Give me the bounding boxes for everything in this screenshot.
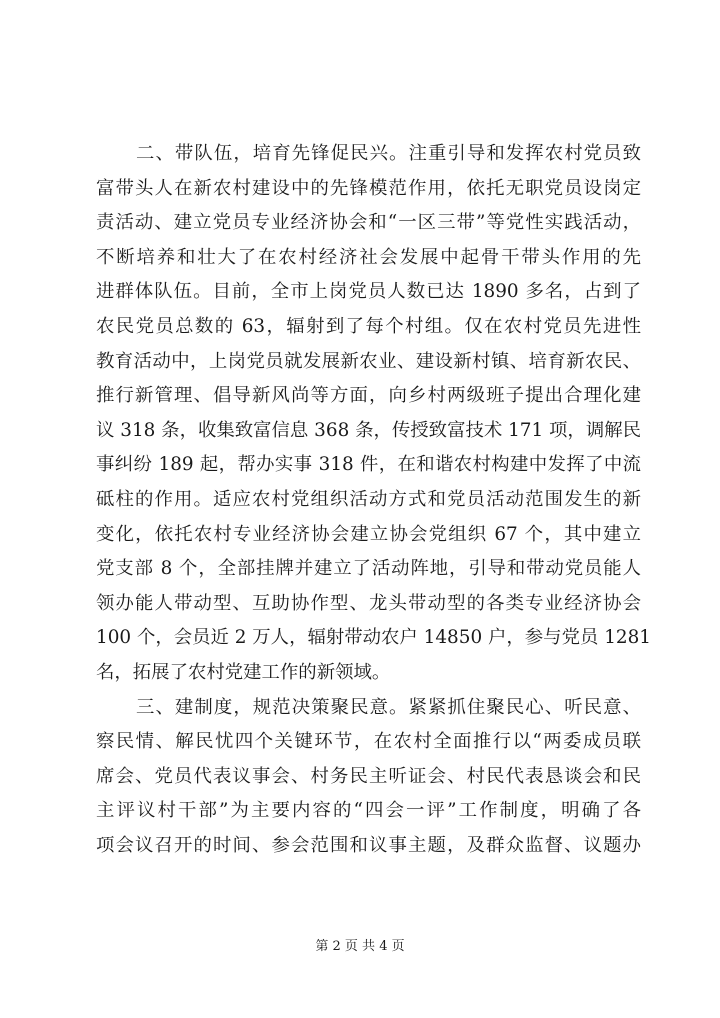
text-line: 砥柱的作用。适应农村党组织活动方式和党员活动范围发生的新 [96, 488, 641, 510]
text-line: 席会、党员代表议事会、村务民主听证会、村民代表恳谈会和民 [96, 765, 641, 787]
text-line: 项会议召开的时间、参会范围和议事主题，及群众监督、议题办 [96, 834, 641, 856]
text-line: 察民情、解民忧四个关键环节，在农村全面推行以“两委成员联 [96, 731, 641, 753]
text-line: 100 个，会员近 2 万人，辐射带动农户 14850 户，参与党员 1281 [96, 627, 651, 649]
text-line: 教育活动中，上岗党员就发展新农业、建设新村镇、培育新农民、 [96, 350, 641, 372]
text-line: 党支部 8 个，全部挂牌并建立了活动阵地，引导和带动党员能人 [96, 558, 641, 580]
page-number-footer: 第 2 页 共 4 页 [315, 939, 405, 954]
text-line: 变化，依托农村专业经济协会建立协会党组织 67 个，其中建立 [96, 523, 641, 545]
paragraph-system-building [96, 691, 641, 864]
paragraph-team-building [96, 137, 651, 691]
text-line: 议 318 条，收集致富信息 368 条，传授致富技术 171 项，调解民 [96, 419, 641, 441]
text-line: 三、建制度，规范决策聚民意。紧紧抓住聚民心、听民意、 [136, 696, 641, 718]
text-line: 责活动、建立党员专业经济协会和“一区三带”等党性实践活动， [96, 212, 641, 234]
text-line: 推行新管理、倡导新风尚等方面，向乡村两级班子提出合理化建 [96, 385, 641, 407]
text-line: 不断培养和壮大了在农村经济社会发展中起骨干带头作用的先 [96, 246, 641, 268]
text-line: 农民党员总数的 63，辐射到了每个村组。仅在农村党员先进性 [96, 315, 641, 337]
text-line: 主评议村干部”为主要内容的“四会一评”工作制度，明确了各 [96, 800, 641, 822]
document-body [96, 137, 651, 863]
text-line: 富带头人在新农村建设中的先锋模范作用，依托无职党员设岗定 [96, 177, 641, 199]
text-line: 进群体队伍。目前，全市上岗党员人数已达 1890 多名，占到了 [96, 281, 641, 303]
text-line: 领办能人带动型、互助协作型、龙头带动型的各类专业经济协会 [96, 592, 641, 614]
text-line: 名，拓展了农村党建工作的新领域。 [96, 661, 391, 683]
text-line: 事纠纷 189 起，帮办实事 318 件，在和谐农村构建中发挥了中流 [96, 454, 641, 476]
text-line: 二、带队伍，培育先锋促民兴。注重引导和发挥农村党员致 [136, 143, 641, 164]
